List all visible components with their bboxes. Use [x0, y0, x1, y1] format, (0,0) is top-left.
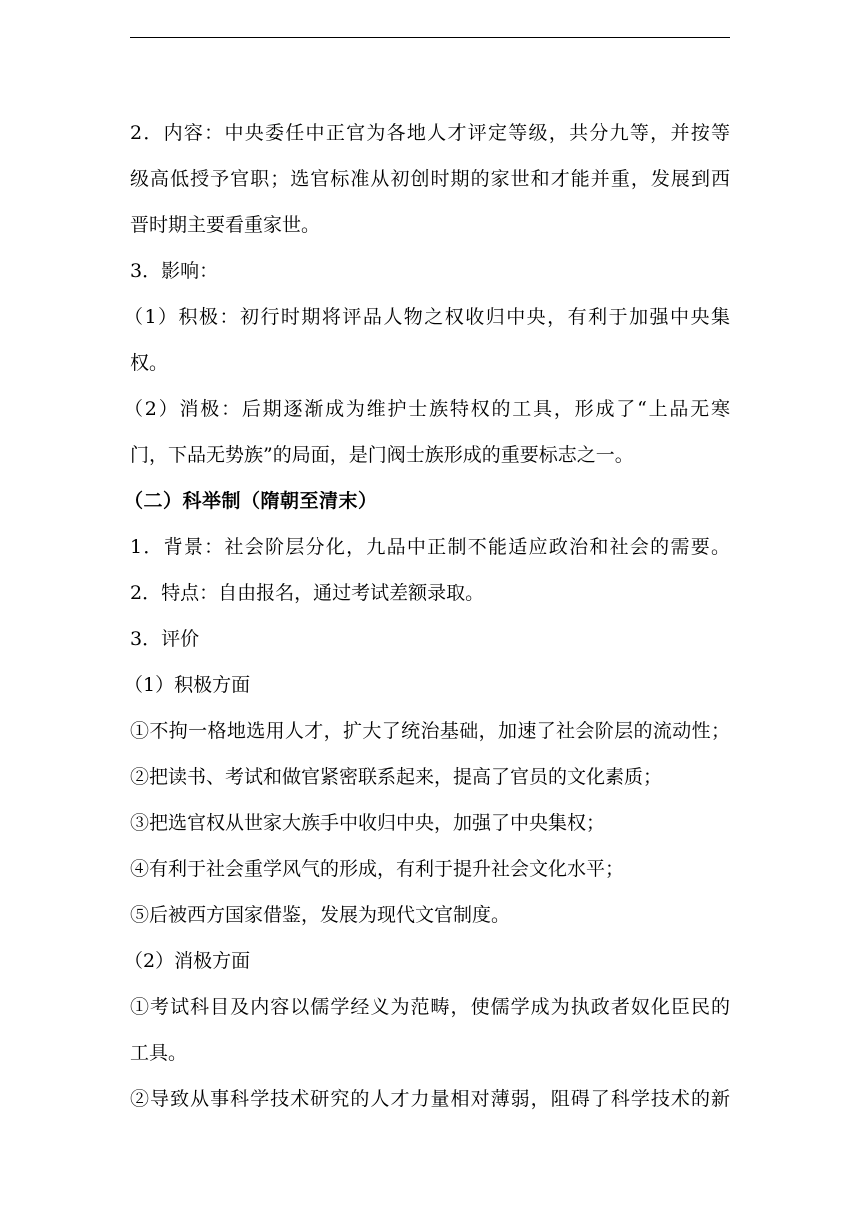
list-item: ①考试科目及内容以儒学经义为范畴，使儒学成为执政者奴化臣民的: [130, 996, 730, 1018]
list-item: ⑤后被西方国家借鉴，发展为现代文官制度。: [130, 904, 511, 926]
header-rule: [130, 37, 730, 38]
subsection-label: 3．影响：: [130, 260, 219, 282]
list-item: ②把读书、考试和做官紧密联系起来，提高了官员的文化素质；: [130, 766, 663, 788]
paragraph-line: （2）消极：后期逐渐成为维护士族特权的工具，形成了“上品无寒: [124, 398, 730, 420]
paragraph-line: 2．特点：自由报名，通过考试差额录取。: [130, 582, 485, 604]
section-heading: （二）科举制（隋朝至清末）: [124, 490, 378, 512]
paragraph-line: 1．背景：社会阶层分化，九品中正制不能适应政治和社会的需要。: [130, 536, 730, 558]
list-item: ②导致从事科学技术研究的人才力量相对薄弱，阻碍了科学技术的新: [130, 1088, 730, 1110]
list-item: ④有利于社会重学风气的形成，有利于提升社会文化水平；: [130, 858, 625, 880]
paragraph-line: 晋时期主要看重家世。: [130, 214, 321, 236]
paragraph-line: 级高低授予官职；选官标准从初创时期的家世和才能并重，发展到西: [130, 168, 730, 190]
paragraph-line: 权。: [130, 352, 169, 374]
subsection-label: （1）积极方面: [124, 674, 251, 696]
list-item: 工具。: [130, 1042, 188, 1064]
list-item: ①不拘一格地选用人才，扩大了统治基础，加速了社会阶层的流动性；: [130, 720, 730, 742]
paragraph-line: 2．内容：中央委任中正官为各地人才评定等级，共分九等，并按等: [130, 122, 730, 144]
document-body: [124, 110, 730, 1122]
list-item: ③把选官权从世家大族手中收归中央，加强了中央集权；: [130, 812, 606, 834]
paragraph-line: （1）积极：初行时期将评品人物之权收归中央，有利于加强中央集: [124, 306, 730, 328]
subsection-label: 3．评价: [130, 628, 200, 650]
paragraph-line: 门，下品无势族”的局面，是门阀士族形成的重要标志之一。: [130, 444, 634, 466]
subsection-label: （2）消极方面: [124, 950, 251, 972]
